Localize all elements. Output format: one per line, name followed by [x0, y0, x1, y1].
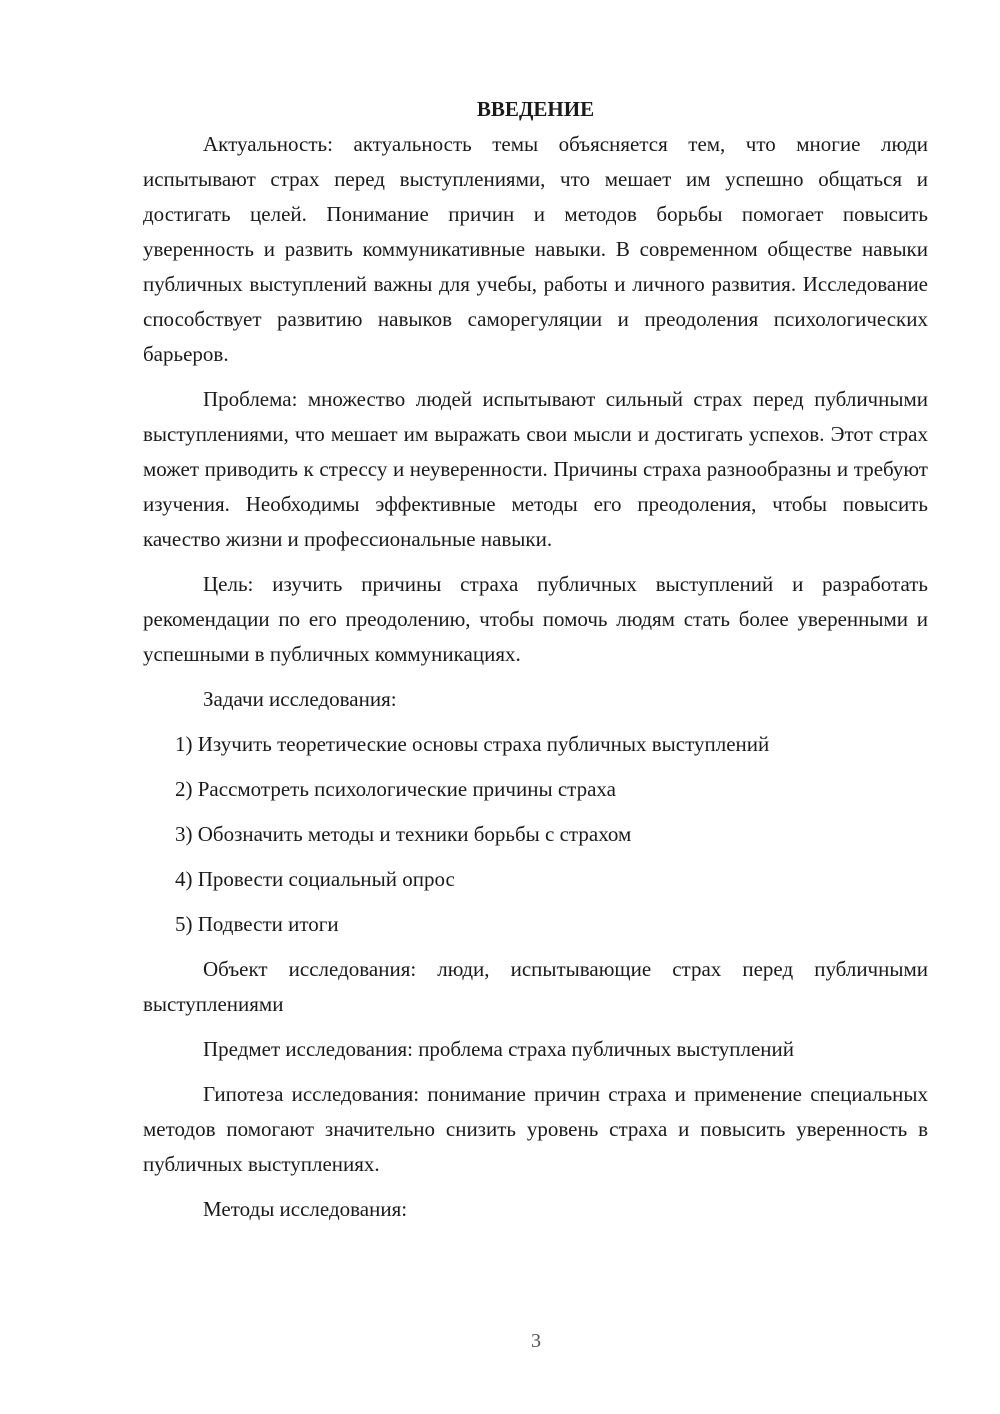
tasks-list [143, 727, 928, 942]
list-item: 1) Изучить теоретические основы страха публичных выступлений [175, 732, 770, 756]
methods-label: Методы исследования: [203, 1197, 408, 1221]
page-content [143, 92, 928, 1237]
page-number: 3 [531, 1330, 541, 1352]
tasks-label: Задачи исследования: [203, 687, 397, 711]
list-item: 5) Подвести итоги [175, 912, 339, 936]
subject-paragraph: Предмет исследования: проблема страха публичных выступлений [203, 1037, 794, 1061]
goal-paragraph: Цель: изучить причины страха публичных выступлений и разработать рекомендации по его преодолению, чтобы помочь людям стать более уверенными и успешными в публичных коммуникациях. [143, 572, 928, 666]
list-item: 2) Рассмотреть психологические причины страха [175, 777, 616, 801]
page-title: ВВЕДЕНИЕ [476, 97, 595, 121]
object-paragraph: Объект исследования: люди, испытывающие страх перед публичными выступлениями [143, 957, 928, 1016]
hypothesis-paragraph: Гипотеза исследования: понимание причин страха и применение специальных методов помогают значительно снизить уровень страха и повысить уверенность в публичных выступлениях. [143, 1082, 928, 1176]
relevance-paragraph: Актуальность: актуальность темы объясняется тем, что многие люди испытывают страх перед выступлениями, что мешает им успешно общаться и достигать целей. Понимание причин и методов борьбы помогает повысить уверенность и развить коммуникативные навыки. В современном обществе навыки публичных выступлений важны для учебы, работы и личного развития. Исследование способствует развитию навыков саморегуляции и преодоления психологических барьеров. [143, 132, 928, 366]
list-item: 3) Обозначить методы и техники борьбы с страхом [175, 822, 632, 846]
problem-paragraph: Проблема: множество людей испытывают сильный страх перед публичными выступлениями, что мешает им выражать свои мысли и достигать успехов. Этот страх может приводить к стрессу и неуверенности. Причины страха разнообразны и требуют изучения. Необходимы эффективные методы его преодоления, чтобы повысить качество жизни и профессиональные навыки. [143, 387, 928, 551]
list-item: 4) Провести социальный опрос [175, 867, 455, 891]
